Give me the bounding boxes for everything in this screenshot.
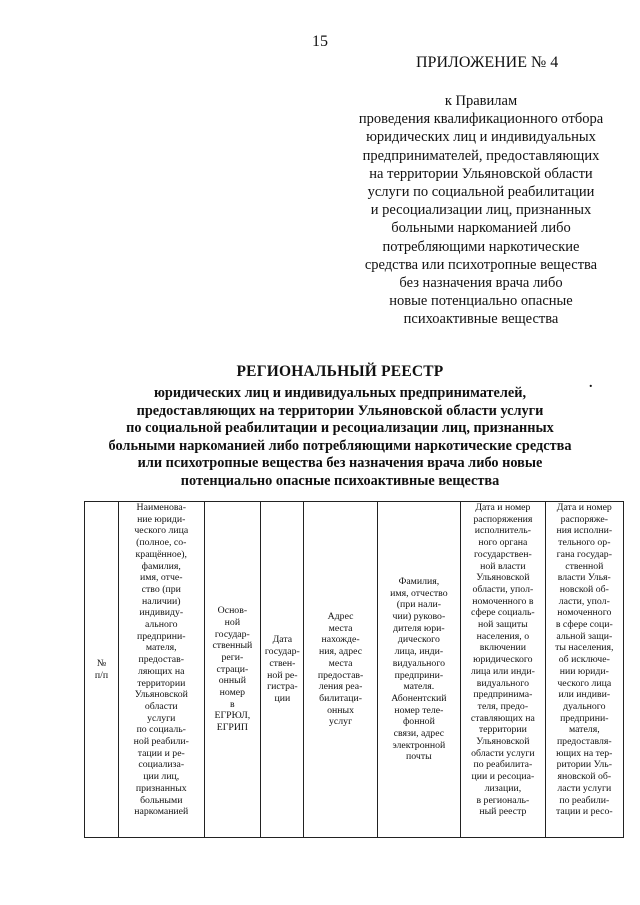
header-cell-line: ции xyxy=(274,692,291,704)
header-cell-line: предприни- xyxy=(137,630,186,642)
header-cell-number xyxy=(85,502,119,838)
header-cell-line: почты xyxy=(406,751,432,763)
header-cell-inclusion-order xyxy=(461,502,546,838)
header-cell-registration-date xyxy=(261,502,304,838)
header-cell-line: новской об- xyxy=(559,583,609,595)
header-cell-line: (при нали- xyxy=(396,599,441,611)
header-cell-line: теля, предо- xyxy=(477,700,529,712)
header-cell-line: билитаци- xyxy=(319,692,362,704)
header-cell-line: дического xyxy=(397,634,440,646)
header-cell-line: места xyxy=(328,657,353,669)
header-cell-line: ной власти xyxy=(480,560,526,572)
header-cell-line: лизации, xyxy=(484,782,522,794)
header-cell-line: тации и ре- xyxy=(137,747,185,759)
header-cell-line: ляющих на xyxy=(138,665,185,677)
header-cell-line: ного органа xyxy=(478,537,528,549)
header-cell-line: предпринима- xyxy=(473,689,533,701)
rules-line: и ресоциализации лиц, признанных xyxy=(370,202,592,219)
header-cell-line: номер xyxy=(219,687,246,699)
header-cell-line: связи, адрес xyxy=(393,728,445,740)
header-cell-line: ство (при xyxy=(141,583,181,595)
appendix-title: ПРИЛОЖЕНИЕ № 4 xyxy=(416,54,559,71)
header-cell-line: лица или инди- xyxy=(470,665,535,677)
header-cell-line: Адрес xyxy=(327,610,354,622)
header-cell-line: ции и ресоциа- xyxy=(471,771,535,783)
header-cell-line: территории xyxy=(478,724,527,736)
registry-subtitle-line: потенциально опасные психоактивные вещества xyxy=(180,472,500,489)
header-cell-line: ной xyxy=(224,616,241,628)
header-cell-line: лица, инди- xyxy=(394,646,444,658)
header-cell-line: электронной xyxy=(392,739,446,751)
header-cell-line: наличии) xyxy=(142,595,181,607)
header-cell-line: онных xyxy=(327,704,354,716)
header-cell-line: ты населения, xyxy=(555,642,614,654)
header-cell-line: ный реестр xyxy=(479,806,527,818)
rules-line: проведения квалификационного отбора xyxy=(358,111,604,128)
header-cell-line: ального xyxy=(144,619,178,631)
header-cell-line: ния исполни- xyxy=(556,525,613,537)
header-cell-line: фонной xyxy=(402,716,435,728)
header-cell-line: юридического xyxy=(473,654,533,666)
header-cell-exclusion-order xyxy=(545,502,623,838)
rules-line: юридических лиц и индивидуальных xyxy=(366,129,596,146)
header-cell-line: тельного ор- xyxy=(558,537,611,549)
page-number: 15 xyxy=(312,33,328,50)
header-cell-line: территории xyxy=(137,677,186,689)
header-cell-line: нахожде- xyxy=(321,634,360,646)
header-cell-line: Дата xyxy=(272,634,293,646)
header-cell-line: услуги xyxy=(147,712,176,724)
header-cell-line: области услуги xyxy=(471,747,535,759)
header-cell-line: страци- xyxy=(216,663,249,675)
header-cell-line: населения, о xyxy=(476,630,530,642)
header-cell-line: Дата и номер xyxy=(475,502,531,513)
header-cell-line: тации и ресо- xyxy=(556,806,613,818)
header-cell-line: номоченного xyxy=(557,607,612,619)
header-cell-line: ственной xyxy=(565,560,604,572)
header-cell-line: ции лиц, xyxy=(143,771,180,783)
header-cell-line: государ- xyxy=(264,646,300,658)
rules-line: на территории Ульяновской области xyxy=(369,165,593,182)
registry-title: РЕГИОНАЛЬНЫЙ РЕЕСТР xyxy=(236,363,444,380)
header-cell-line: имя, отче- xyxy=(140,572,183,584)
header-cell-line: номоченного в xyxy=(472,595,534,607)
header-cell-line: ния, адрес xyxy=(319,646,363,658)
header-cell-line: признанных xyxy=(135,782,187,794)
table-header-row xyxy=(85,502,624,838)
header-cell-line: дуального xyxy=(563,700,606,712)
header-cell-line: п/п xyxy=(94,669,109,681)
header-cell-line: мателя, xyxy=(145,642,177,654)
header-cell-line: или индиви- xyxy=(558,689,611,701)
header-cell-line: предоставля- xyxy=(556,736,612,748)
header-cell-line: индивиду- xyxy=(139,607,184,619)
header-cell-line: гана государ- xyxy=(556,548,612,560)
header-cell-line: Наименова- xyxy=(136,502,186,513)
header-cell-line: области, упол- xyxy=(472,583,534,595)
rules-line: потребляющими наркотические xyxy=(382,238,580,255)
header-cell-line: включении xyxy=(479,642,526,654)
header-cell-line: по социаль- xyxy=(136,724,186,736)
header-cell-line: ЕГРЮЛ, xyxy=(214,710,251,722)
header-cell-line: ставляющих на xyxy=(470,712,535,724)
header-cell-line: Абонентский xyxy=(391,692,447,704)
header-cell-line: гистра- xyxy=(267,681,298,693)
header-cell-line: ние юриди- xyxy=(137,513,186,525)
header-cell-line: ласти услуги xyxy=(557,782,612,794)
header-cell-head-contacts xyxy=(377,502,460,838)
header-cell-line: ления реа- xyxy=(318,681,363,693)
header-cell-line: ческого лица xyxy=(557,677,612,689)
header-cell-line: об исключе- xyxy=(558,654,610,666)
header-cell-ogrn xyxy=(204,502,261,838)
header-cell-line: ственный xyxy=(212,640,253,652)
rules-line: средства или психотропные вещества xyxy=(364,256,598,273)
header-cell-line: предостав- xyxy=(138,654,184,666)
header-cell-line: ствен- xyxy=(269,657,296,669)
header-cell-line: фамилия, xyxy=(141,560,181,572)
header-cell-line: по реабилита- xyxy=(473,759,533,771)
header-cell-line: распоряже- xyxy=(560,513,609,525)
header-cell-line: реги- xyxy=(221,651,244,663)
header-cell-line: онный xyxy=(218,675,246,687)
header-cell-line: ЕГРИП xyxy=(216,722,248,734)
header-cell-line: альной защи- xyxy=(556,630,613,642)
header-cell-line: кращённое), xyxy=(135,548,187,560)
header-cell-line: Ульяновской xyxy=(476,572,530,584)
header-cell-address xyxy=(304,502,377,838)
header-cell-line: в региональ- xyxy=(476,794,530,806)
header-cell-line: ющих на тер- xyxy=(556,747,613,759)
header-cell-line: ной защиты xyxy=(478,619,528,631)
header-cell-line: места xyxy=(328,622,353,634)
header-cell-line: государствен- xyxy=(474,548,532,560)
rules-reference-block xyxy=(336,92,626,329)
header-cell-line: Фамилия, xyxy=(398,575,440,587)
header-cell-line: ласти, упол- xyxy=(558,595,610,607)
stray-mark: . xyxy=(589,376,593,391)
header-cell-line: номер теле- xyxy=(394,704,444,716)
header-cell-line: № xyxy=(96,657,107,669)
registry-subtitle-line: или психотропные вещества без назначения врача либо новые xyxy=(137,455,543,472)
header-cell-line: ческого лица xyxy=(134,525,189,537)
registry-subtitle-line: больными наркоманией либо потребляющими наркотические средства xyxy=(108,437,572,454)
header-cell-line: Дата и номер xyxy=(556,502,612,513)
rules-line: без назначения врача либо xyxy=(399,275,563,292)
header-cell-line: Ульяновской xyxy=(476,736,530,748)
header-cell-line: в сфере соци- xyxy=(555,619,613,631)
rules-line: больными наркоманией либо xyxy=(391,220,571,237)
rules-line: предпринимателей, предоставляющих xyxy=(362,147,600,164)
registry-subtitle-line: предоставляющих на территории Ульяновской области услуги xyxy=(136,402,544,419)
header-cell-line: наркоманией xyxy=(134,806,189,818)
header-cell-line: мателя. xyxy=(403,681,435,693)
header-cell-line: области xyxy=(144,700,178,712)
header-cell-line: (полное, со- xyxy=(136,537,187,549)
header-cell-line: распоряжения xyxy=(473,513,533,525)
header-cell-line: чии) руково- xyxy=(392,610,446,622)
header-cell-line: предостав- xyxy=(317,669,364,681)
header-cell-line: мателя, xyxy=(568,724,600,736)
rules-line: новые потенциально опасные xyxy=(389,293,573,310)
header-cell-line: нии юриди- xyxy=(559,665,609,677)
rules-line: услуги по социальной реабилитации xyxy=(367,184,595,201)
header-cell-line: ной ре- xyxy=(267,669,298,681)
header-cell-line: Ульяновской xyxy=(134,689,188,701)
header-cell-line: видуального xyxy=(392,657,445,669)
rules-line: к Правилам xyxy=(444,93,518,109)
header-cell-line: ной реабили- xyxy=(133,736,189,748)
header-cell-entity-name xyxy=(119,502,205,838)
registry-subtitle-line: по социальной реабилитации и ресоциализации лиц, признанных xyxy=(126,420,554,437)
header-cell-line: социализа- xyxy=(138,759,185,771)
header-cell-line: имя, отчество xyxy=(390,587,448,599)
header-cell-line: Основ- xyxy=(217,605,248,617)
header-cell-line: предприни- xyxy=(560,712,609,724)
header-cell-line: в xyxy=(230,698,235,710)
header-cell-line: государ- xyxy=(214,628,250,640)
header-cell-line: по реабили- xyxy=(559,794,610,806)
rules-line: психоактивные вещества xyxy=(403,311,559,328)
header-cell-line: сфере социаль- xyxy=(471,607,535,619)
registry-subtitle-line: юридических лиц и индивидуальных предпринимателей, xyxy=(153,385,527,401)
header-cell-line: исполнитель- xyxy=(474,525,531,537)
registry-table xyxy=(84,501,624,838)
header-cell-line: дителя юри- xyxy=(393,622,445,634)
header-cell-line: ритории Уль- xyxy=(556,759,613,771)
header-cell-line: больными xyxy=(140,794,183,806)
header-cell-line: предприни- xyxy=(394,669,444,681)
registry-subtitle xyxy=(60,385,620,491)
registry-header xyxy=(60,363,620,491)
header-cell-line: власти Улья- xyxy=(557,572,611,584)
header-cell-line: яновской об- xyxy=(557,771,612,783)
header-cell-line: видуального xyxy=(476,677,529,689)
header-cell-line: услуг xyxy=(329,716,353,728)
